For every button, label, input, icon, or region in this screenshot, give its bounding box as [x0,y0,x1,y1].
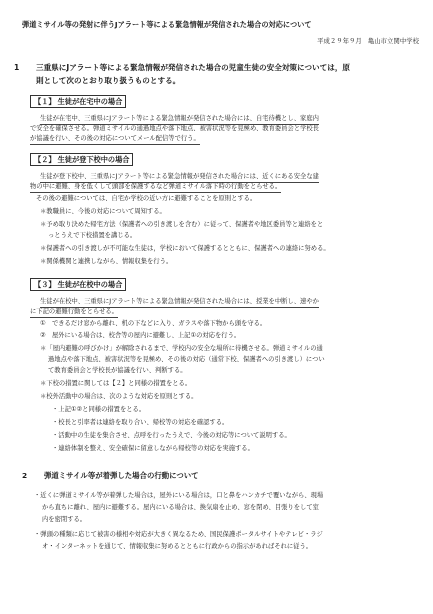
section2-heading-text: 弾道ミサイル等が着弾した場合の行動について [44,471,199,480]
subheading-at-home [30,95,126,108]
document-title: 弾道ミサイル等の発射に伴うJアラート等による緊急情報が発信された場合の対応について [22,20,312,29]
section1-heading-line1: 三重県にJアラート等による緊急情報が発信された場合の児童生徒の安全対策については，原 [36,63,351,72]
at-school-line-5: ＊「屋内避難の呼びかけ」が解除されるまで、学校内の安全な場所に待機させる。弾道ミサイルの通 [40,345,323,352]
at-school-line-9: ＊校外活動中の場合は、次のような対応を原則とする。 [40,393,198,400]
at-school-line-11: ・校長と引率者は連絡を取り合い、帰校等の対応を確認する。 [52,419,229,426]
section1-heading [14,61,424,87]
commuting-line-5: ＊予め取り決めた帰宅方法（保護者への引き渡しを含む）に従って、保護者や地区委員等と連絡をと [40,221,324,228]
at-school-line-12: ・活動中の生徒を集合させ、点呼を行ったうえで、今後の対応等について説明する。 [52,432,291,439]
subheading-commuting [30,153,133,166]
at-school-line-2: に下記の避難行動をとらせる。 [30,307,118,318]
commuting-line-7: ＊保護者への引き渡しが不可能な生徒は，学校において保護するとともに、保護者への連絡に努める。 [40,245,330,252]
at-home-line-2: で安全を確保させる。弾道ミサイルの通過地点や落下地点、被害状況等を見極め、教育委員会と学校長 [30,125,319,132]
at-school-line-8: ＊下校の措置に関しては【２】と同様の措置をとる。 [40,380,192,387]
section2-line-5: オ・インターネットを通じて、情報収集に努めるとともに行政からの指示があればそれに従う。 [42,543,313,550]
subheading-at-home-label: 生徒が在宅中の場合 [57,97,123,106]
at-school-line-13: ・連絡体制を整え、安全確保に留意しながら帰校等の対応を実施する。 [52,445,254,452]
commuting-line-6: っとうえで下校措置を講じる。 [48,232,137,239]
at-school-line-7: て教育委員会と学校長が協議を行い、判断する。 [48,367,187,374]
at-school-line-6: 過地点や落下地点、被害状況等を見極め、その後の対応（通常下校、保護者への引き渡し）につい [48,356,325,363]
at-school-line-4: ② 屋外にいる場合は、校舎等の屋内に避難し、上記①の対応を行う。 [40,332,241,339]
at-school-line-3: ① できるだけ窓から離れ、机の下などに入り、ガラスや落下物から頭を守る。 [40,320,267,327]
section1-heading-line2: 則として次のとおり取り扱うものとする。 [36,76,181,85]
at-school-line-1: 生徒が在校中、三重県にJアラート等による緊急情報が発信された場合には、授業を中断し、速やか [40,297,319,308]
subheading-commuting-label: 生徒が登下校中の場合 [57,155,130,164]
subheading-at-school-number: 【３】 [34,280,56,289]
section2-line-2: から直ちに離れ、屋内に避難する。屋内にいる場合は、換気扇を止め、窓を閉め、目張りをして室 [42,504,319,511]
section2-heading [22,470,199,481]
commuting-line-8: ＊関係機関と連携しながら、情報収集を行う。 [40,258,173,265]
at-home-line-3: が協議を行い、その後の対応についてメール配信等で行う。 [30,134,200,145]
subheading-at-school [30,278,126,291]
document-date: 平成２９年９月 [317,37,362,45]
subheading-commuting-number: 【２】 [34,155,56,164]
document-meta [313,36,419,45]
section2-number: 2 [22,471,28,480]
school-name: 亀山市立関中学校 [367,37,419,45]
section1-number: 1 [14,63,20,72]
commuting-line-2: 物の中に避難、身を低くして頭部を保護するなど弾道ミサイル落下時の行動をとらせる。 [30,182,281,193]
subheading-at-home-number: 【１】 [34,97,56,106]
at-school-line-10: ・上記①②と同様の措置をとる。 [52,406,146,413]
section2-line-1: ・近くに弾道ミサイル等が着弾した場合は，屋外にいる場合は，口と鼻をハンカチで覆いながら、現場 [34,492,324,499]
subheading-at-school-label: 生徒が在校中の場合 [57,280,123,289]
section2-line-4: ・弾頭の種類に応じて被害の様相や対応が大きく異なるため、国民保護ポータルサイトやテレビ・ラジ [34,531,323,538]
commuting-line-3: その後の避難については、自宅か学校の近い方に避難することを原則とする。 [36,195,257,202]
at-home-line-1: 生徒が在宅中、三重県にJアラート等による緊急情報が発信された場合には、自宅待機とし、家庭内 [40,114,319,125]
section2-line-3: 内を密閉する。 [42,516,87,523]
commuting-line-1: 生徒が登下校中、三重県にJアラート等による緊急情報が発信された場合には、近くにある安全な建 [40,172,319,183]
commuting-line-4: ＊教職員に、今後の対応について周知する。 [40,208,166,215]
